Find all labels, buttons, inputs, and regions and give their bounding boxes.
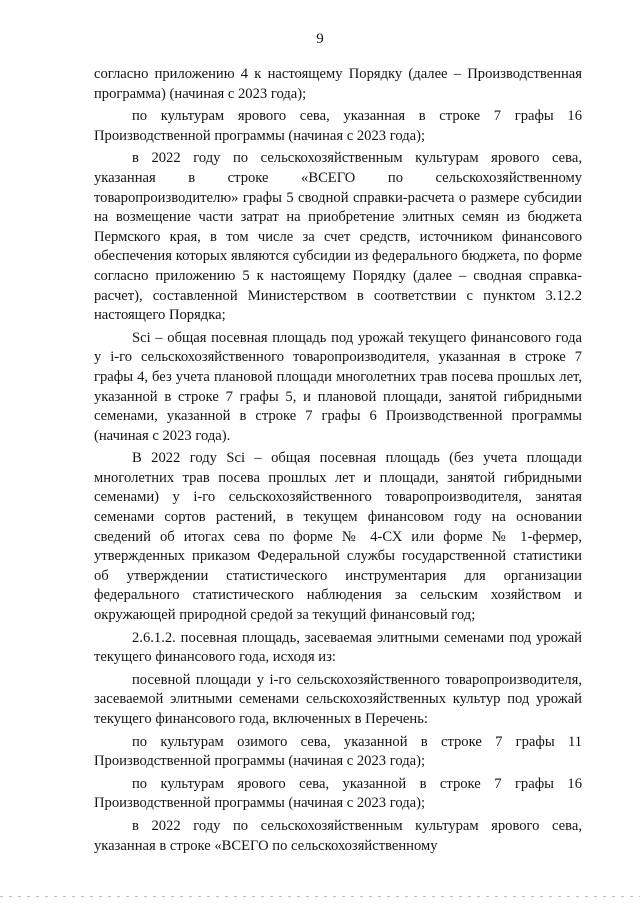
paragraph-2: по культурам ярового сева, указанная в строке 7 графы 16 Производственной программы (начиная с 2023 года); (94, 108, 582, 144)
document-body (94, 65, 582, 856)
paragraph-3: в 2022 году по сельскохозяйственным культурам ярового сева, указанная в строке «ВСЕГО по сельскохозяйственному товаропроизводителю» графы 5 сводной справки-расчета о размере субсидии на возмещение части затрат на приобретение элитных семян из бюджета Пермского края, в том числе за счет средств, источником финансового обеспечения которых являются субсидии из федерального бюджета, по форме согласно приложению 5 к настоящему Порядку (далее – сводная справка-расчет), составленной Министерством в соответствии с пунктом 3.12.2 настоящего Порядка; (94, 150, 582, 324)
paragraph-9: по культурам ярового сева, указанной в строке 7 графы 16 Производственной программы (начиная с 2023 года); (94, 775, 582, 812)
page-number: 9 (316, 31, 324, 47)
paragraph-1: согласно приложению 4 к настоящему Порядку (далее – Производственная программа) (начиная с 2023 года); (94, 66, 582, 102)
paragraph-8: по культурам озимого сева, указанной в строке 7 графы 11 Производственной программы (начиная с 2023 года); (94, 733, 582, 770)
paragraph-7: посевной площади у i-го сельскохозяйственного товаропроизводителя, засеваемой элитными семенами сельскохозяйственных культур под урожай текущего финансового года, включенных в Перечень: (94, 671, 582, 727)
paragraph-4: Sci – общая посевная площадь под урожай текущего финансового года у i-го сельскохозяйственного товаропроизводителя, указанная в строке 7 графы 4, без учета плановой площади многолетних трав посева прошлых лет, указанной в строке 7 графы 5, и плановой площади, занятой гибридными семенами, указанной в строке 7 графы 6 Производственной программы (начиная с 2023 года). (94, 329, 582, 444)
scan-edge-divider (0, 896, 640, 897)
paragraph-6: 2.6.1.2. посевная площадь, засеваемая элитными семенами под урожай текущего финансового года, исходя из: (94, 629, 582, 666)
paragraph-5: В 2022 году Sci – общая посевная площадь (без учета площади многолетних трав посева прошлых лет и площади, занятой гибридными семенами) у i-го сельскохозяйственного товаропроизводителя, занятая семенами сортов растений, в текущем финансовом году на основании сведений об итогах сева по форме № 4-СХ или форме № 1-фермер, утвержденных приказом Федеральной службы государственной статистики об утверждении статистического инструментария для организации федерального статистического наблюдения за сельским хозяйством и окружающей природной средой за текущий финансовый год; (94, 450, 582, 624)
paragraph-10: в 2022 году по сельскохозяйственным культурам ярового сева, указанная в строке «ВСЕГО по сельскохозяйственному (94, 817, 582, 854)
